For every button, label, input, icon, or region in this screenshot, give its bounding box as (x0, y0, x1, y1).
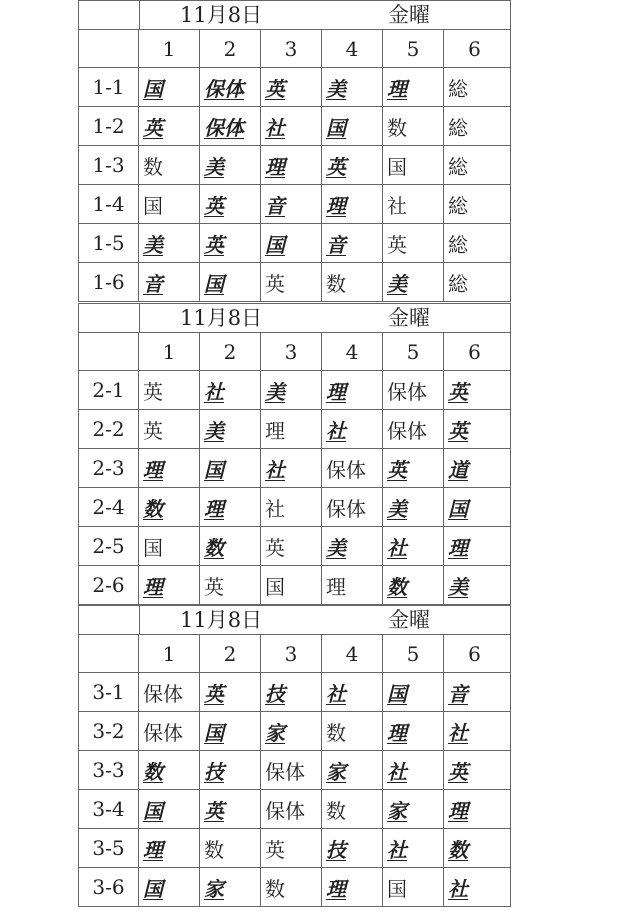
subject-cell: 社 (322, 410, 383, 448)
subject-cell: 国 (322, 107, 383, 145)
subject-cell: 国 (200, 712, 261, 750)
table-header (79, 304, 510, 333)
subject-cell: 美 (322, 68, 383, 106)
subject-cell: 技 (322, 829, 383, 867)
date-label: 11月8日 (180, 3, 263, 27)
subject-cell: 理 (322, 566, 383, 604)
subject-cell: 社 (261, 449, 322, 487)
class-label: 1-3 (79, 146, 139, 184)
subject-cell: 国 (139, 868, 200, 906)
subject-cell: 英 (200, 673, 261, 711)
subject-cell: 理 (448, 535, 468, 560)
class-row (79, 263, 510, 301)
period-number: 3 (261, 333, 322, 370)
subject-cell: 英 (200, 185, 261, 223)
class-row (79, 527, 510, 566)
class-label: 1-5 (79, 224, 139, 262)
subject-cell: 国 (261, 566, 322, 604)
table-header (79, 1, 510, 30)
subject-cell: 英 (261, 263, 322, 301)
subject-cell: 英 (448, 418, 468, 443)
subject-cell: 社 (383, 527, 444, 565)
subject-cell: 英 (261, 829, 322, 867)
period-number: 4 (322, 333, 383, 370)
subject-cell: 理 (448, 798, 468, 823)
header-corner (79, 1, 140, 29)
class-label: 3-4 (79, 790, 139, 828)
subject-cell: 国 (200, 449, 261, 487)
class-label: 1-1 (79, 68, 139, 106)
class-label: 1-6 (79, 263, 139, 301)
subject-cell: 技 (261, 673, 322, 711)
subject-cell: 総 (448, 232, 468, 257)
subject-cell: 美 (139, 224, 200, 262)
subject-cell: 総 (448, 193, 468, 218)
subject-cell: 社 (448, 720, 468, 745)
period-header-row (79, 30, 510, 68)
subject-cell: 国 (448, 496, 468, 521)
weekday-label: 金曜 (388, 306, 430, 330)
header-corner (79, 304, 140, 332)
subject-cell: 理 (139, 449, 200, 487)
grade-2-schedule-table (78, 303, 511, 605)
class-label: 2-4 (79, 488, 139, 526)
subject-cell: 数 (322, 712, 383, 750)
subject-cell: 家 (261, 712, 322, 750)
class-row (79, 829, 510, 868)
header-title (140, 606, 510, 634)
subject-cell: 数 (139, 488, 200, 526)
subject-cell: 国 (383, 673, 444, 711)
subject-cell: 数 (383, 107, 444, 145)
subject-cell: 理 (383, 712, 444, 750)
subject-cell: 保体 (383, 410, 444, 448)
subject-cell: 保体 (200, 68, 261, 106)
period-number: 2 (200, 30, 261, 67)
period-number: 6 (468, 641, 481, 666)
class-label: 3-6 (79, 868, 139, 906)
subject-cell: 保体 (383, 371, 444, 409)
subject-cell: 数 (139, 751, 200, 789)
period-number: 2 (200, 333, 261, 370)
subject-cell: 音 (322, 224, 383, 262)
subject-cell: 英 (200, 224, 261, 262)
subject-cell: 英 (383, 449, 444, 487)
subject-cell: 英 (383, 224, 444, 262)
class-row (79, 107, 510, 146)
period-number: 5 (383, 333, 444, 370)
class-row (79, 185, 510, 224)
subject-cell: 音 (139, 263, 200, 301)
subject-cell: 英 (448, 379, 468, 404)
class-row (79, 449, 510, 488)
subject-cell: 社 (383, 829, 444, 867)
subject-cell: 国 (261, 224, 322, 262)
subject-cell: 英 (261, 68, 322, 106)
subject-cell: 国 (139, 527, 200, 565)
subject-cell: 保体 (322, 488, 383, 526)
blank-cell (79, 30, 139, 67)
subject-cell: 理 (383, 68, 444, 106)
subject-cell: 家 (383, 790, 444, 828)
subject-cell: 数 (139, 146, 200, 184)
period-number: 4 (322, 635, 383, 672)
weekday-label: 金曜 (388, 3, 430, 27)
class-label: 2-5 (79, 527, 139, 565)
subject-cell: 社 (322, 673, 383, 711)
subject-cell: 数 (322, 790, 383, 828)
class-label: 2-6 (79, 566, 139, 604)
subject-cell: 数 (200, 829, 261, 867)
period-number: 3 (261, 30, 322, 67)
subject-cell: 社 (383, 751, 444, 789)
subject-cell: 保体 (261, 751, 322, 789)
period-number: 3 (261, 635, 322, 672)
subject-cell: 家 (200, 868, 261, 906)
subject-cell: 美 (200, 410, 261, 448)
blank-cell (79, 333, 139, 370)
class-label: 1-2 (79, 107, 139, 145)
subject-cell: 国 (139, 68, 200, 106)
subject-cell: 国 (139, 185, 200, 223)
subject-cell: 英 (261, 527, 322, 565)
class-row (79, 566, 510, 604)
subject-cell: 美 (261, 371, 322, 409)
class-label: 3-3 (79, 751, 139, 789)
subject-cell: 英 (139, 410, 200, 448)
period-number: 4 (322, 30, 383, 67)
subject-cell: 技 (200, 751, 261, 789)
blank-cell (79, 635, 139, 672)
class-row (79, 751, 510, 790)
subject-cell: 社 (261, 107, 322, 145)
subject-cell: 理 (261, 410, 322, 448)
subject-cell: 保体 (322, 449, 383, 487)
subject-cell: 総 (448, 271, 468, 296)
class-row (79, 371, 510, 410)
subject-cell: 英 (139, 371, 200, 409)
subject-cell: 理 (261, 146, 322, 184)
class-row (79, 488, 510, 527)
subject-cell: 美 (322, 527, 383, 565)
class-label: 3-2 (79, 712, 139, 750)
class-row (79, 712, 510, 751)
class-label: 2-2 (79, 410, 139, 448)
period-number: 5 (383, 30, 444, 67)
subject-cell: 数 (200, 527, 261, 565)
subject-cell: 美 (448, 574, 468, 599)
subject-cell: 社 (383, 185, 444, 223)
subject-cell: 音 (448, 681, 468, 706)
subject-cell: 家 (322, 751, 383, 789)
header-corner (79, 606, 140, 634)
weekday-label: 金曜 (388, 608, 430, 632)
subject-cell: 国 (200, 263, 261, 301)
subject-cell: 理 (322, 185, 383, 223)
subject-cell: 英 (200, 566, 261, 604)
subject-cell: 社 (448, 876, 468, 901)
period-number: 6 (468, 339, 481, 364)
class-row (79, 68, 510, 107)
subject-cell: 総 (448, 115, 468, 140)
subject-cell: 社 (200, 371, 261, 409)
class-label: 1-4 (79, 185, 139, 223)
subject-cell: 理 (322, 371, 383, 409)
period-number: 1 (139, 635, 200, 672)
header-title (140, 304, 510, 332)
subject-cell: 理 (200, 488, 261, 526)
grade-1-schedule-table (78, 0, 511, 302)
subject-cell: 数 (322, 263, 383, 301)
subject-cell: 美 (200, 146, 261, 184)
class-row (79, 224, 510, 263)
subject-cell: 総 (448, 154, 468, 179)
class-row (79, 673, 510, 712)
table-header (79, 606, 510, 635)
subject-cell: 数 (261, 868, 322, 906)
period-header-row (79, 333, 510, 371)
class-row (79, 868, 510, 906)
subject-cell: 数 (448, 837, 468, 862)
class-row (79, 790, 510, 829)
header-title (140, 1, 510, 29)
period-number: 1 (139, 30, 200, 67)
class-label: 3-1 (79, 673, 139, 711)
date-label: 11月8日 (180, 306, 263, 330)
subject-cell: 保体 (200, 107, 261, 145)
class-row (79, 410, 510, 449)
subject-cell: 社 (261, 488, 322, 526)
subject-cell: 理 (139, 829, 200, 867)
subject-cell: 美 (383, 263, 444, 301)
class-row (79, 146, 510, 185)
subject-cell: 道 (448, 457, 468, 482)
subject-cell: 保体 (139, 712, 200, 750)
subject-cell: 英 (322, 146, 383, 184)
subject-cell: 英 (200, 790, 261, 828)
class-label: 2-3 (79, 449, 139, 487)
subject-cell: 国 (383, 868, 444, 906)
subject-cell: 国 (139, 790, 200, 828)
subject-cell: 数 (383, 566, 444, 604)
class-label: 3-5 (79, 829, 139, 867)
period-number: 5 (383, 635, 444, 672)
subject-cell: 理 (139, 566, 200, 604)
period-header-row (79, 635, 510, 673)
class-label: 2-1 (79, 371, 139, 409)
grade-3-schedule-table (78, 605, 511, 907)
period-number: 1 (139, 333, 200, 370)
period-number: 6 (468, 36, 481, 61)
subject-cell: 総 (448, 76, 468, 101)
date-label: 11月8日 (180, 608, 263, 632)
subject-cell: 美 (383, 488, 444, 526)
subject-cell: 音 (261, 185, 322, 223)
period-number: 2 (200, 635, 261, 672)
subject-cell: 国 (383, 146, 444, 184)
subject-cell: 理 (322, 868, 383, 906)
subject-cell: 英 (139, 107, 200, 145)
subject-cell: 保体 (139, 673, 200, 711)
subject-cell: 英 (448, 759, 468, 784)
subject-cell: 保体 (261, 790, 322, 828)
